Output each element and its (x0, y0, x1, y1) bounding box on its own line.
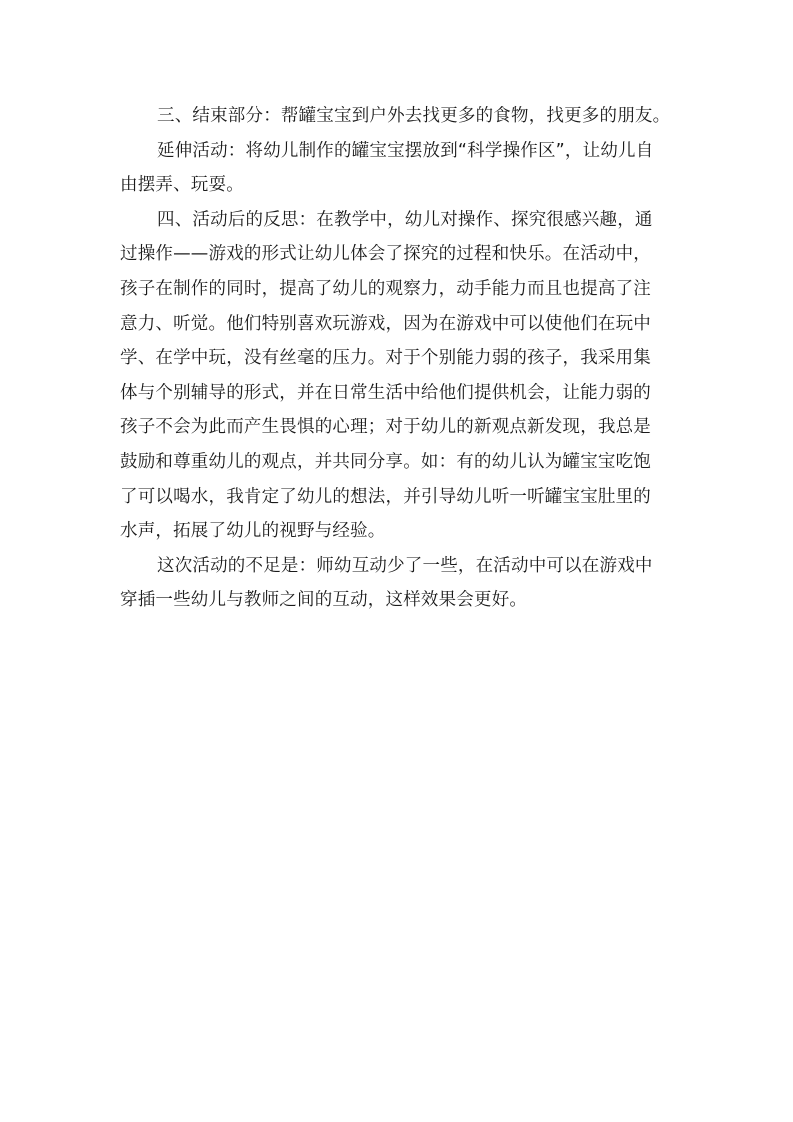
text-line: 四、活动后的反思：在教学中，幼儿对操作、探究很感兴趣，通 (157, 209, 653, 230)
text-line: 孩子在制作的同时，提高了幼儿的观察力，动手能力而且也提高了注 (120, 278, 651, 299)
text-line: 过操作——游戏的形式让幼儿体会了探究的过程和快乐。在活动中， (120, 244, 651, 265)
text-line: 孩子不会为此而产生畏惧的心理；对于幼儿的新观点新发现，我总是 (120, 417, 651, 438)
text-line: 体与个别辅导的形式，并在日常生活中给他们提供机会，让能力弱的 (120, 382, 651, 403)
text-line: 了可以喝水，我肯定了幼儿的想法，并引导幼儿听一听罐宝宝肚里的 (120, 486, 651, 507)
paragraph-shortcomings (120, 549, 676, 618)
text-line: 这次活动的不足是：师幼互动少了一些，在活动中可以在游戏中 (157, 555, 653, 576)
paragraph-reflection (120, 203, 676, 549)
text-line: 鼓励和尊重幼儿的观点，并共同分享。如：有的幼儿认为罐宝宝吃饱 (120, 451, 651, 472)
text-line: 三、结束部分：帮罐宝宝到户外去找更多的食物，找更多的朋友。 (157, 106, 671, 126)
text-line: 学、在学中玩，没有丝毫的压力。对于个别能力弱的孩子，我采用集 (120, 348, 651, 369)
paragraph-extension-activity (120, 134, 676, 203)
document-body (120, 99, 676, 618)
paragraph-ending-section (120, 99, 676, 134)
text-line: 穿插一些幼儿与教师之间的互动，这样效果会更好。 (120, 590, 528, 611)
text-line: 意力、听觉。他们特别喜欢玩游戏，因为在游戏中可以使他们在玩中 (120, 313, 651, 334)
text-line: 延伸活动：将幼儿制作的罐宝宝摆放到“科学操作区”，让幼儿自 (157, 140, 654, 161)
text-line: 水声，拓展了幼儿的视野与经验。 (120, 521, 386, 542)
text-line: 由摆弄、玩耍。 (120, 175, 244, 196)
